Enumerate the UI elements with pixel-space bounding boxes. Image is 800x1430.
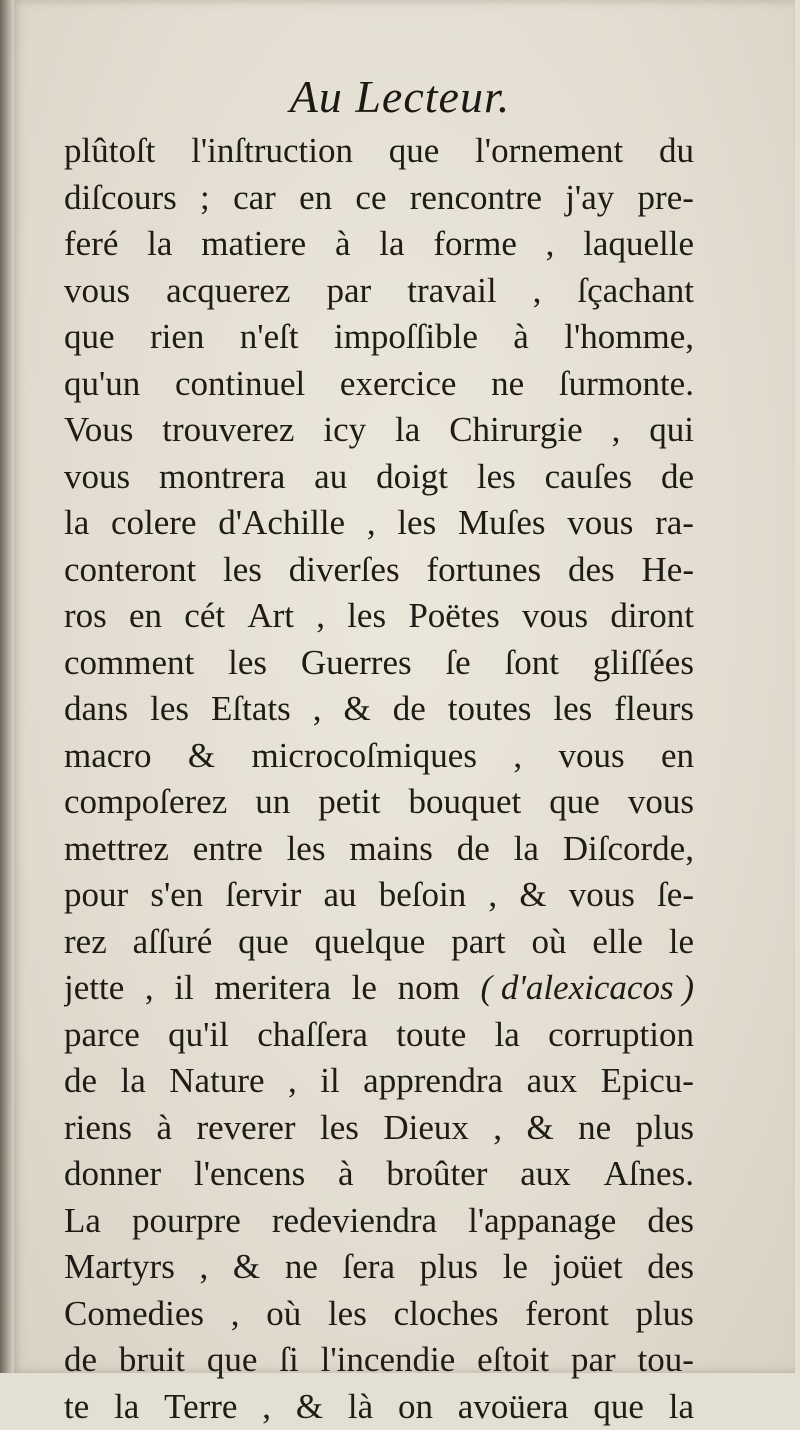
body-text bbox=[64, 128, 694, 1430]
text-word: corruption bbox=[548, 1012, 694, 1059]
text-word: j'ay bbox=[565, 175, 614, 222]
text-word: , bbox=[367, 500, 376, 547]
text-word: microcoſmiques bbox=[251, 733, 477, 780]
text-line bbox=[64, 268, 694, 315]
text-line bbox=[64, 1151, 694, 1198]
text-word: ſera bbox=[343, 1244, 395, 1291]
text-word: colere bbox=[111, 500, 196, 547]
text-word: des bbox=[647, 1198, 694, 1245]
text-word: Art bbox=[247, 593, 294, 640]
text-word: conteront bbox=[64, 547, 196, 594]
text-word: , bbox=[316, 593, 325, 640]
text-word: broûter bbox=[386, 1151, 487, 1198]
text-word: cauſes bbox=[545, 454, 632, 501]
text-word: Aſnes. bbox=[604, 1151, 694, 1198]
text-word: que bbox=[593, 1384, 644, 1430]
text-word: rez bbox=[64, 919, 107, 966]
text-word: de bbox=[64, 1337, 97, 1384]
text-word: à bbox=[338, 1151, 354, 1198]
text-word: à bbox=[335, 221, 351, 268]
text-word: & bbox=[188, 733, 215, 780]
text-word: travail bbox=[407, 268, 496, 315]
text-word: chaſſera bbox=[257, 1012, 368, 1059]
text-word: car bbox=[233, 175, 276, 222]
text-word: aux bbox=[527, 1058, 578, 1105]
text-word: gliſſées bbox=[593, 640, 694, 687]
text-word: Poëtes bbox=[408, 593, 499, 640]
text-word: Diſcorde, bbox=[563, 826, 694, 873]
text-word: à bbox=[156, 1105, 172, 1152]
text-word: il bbox=[320, 1058, 339, 1105]
text-word: de bbox=[661, 454, 694, 501]
text-word: ſervir bbox=[226, 872, 302, 919]
text-word: apprendra bbox=[363, 1058, 503, 1105]
text-word: n'eſt bbox=[240, 314, 299, 361]
text-word: vous bbox=[567, 500, 633, 547]
text-word: bruit bbox=[119, 1337, 185, 1384]
text-word: vous bbox=[558, 733, 624, 780]
text-word: l'inſtruction bbox=[191, 128, 353, 175]
text-line bbox=[64, 407, 694, 454]
text-word: & bbox=[526, 1105, 553, 1152]
text-word: ne bbox=[578, 1105, 611, 1152]
text-word: beſoin bbox=[379, 872, 466, 919]
text-word: que bbox=[238, 919, 289, 966]
text-word: cloches bbox=[394, 1291, 499, 1338]
text-word: la bbox=[64, 500, 89, 547]
text-word: pre- bbox=[638, 175, 694, 222]
text-word: l'incendie bbox=[321, 1337, 456, 1384]
text-word: tou- bbox=[638, 1337, 694, 1384]
text-word: joüet bbox=[553, 1244, 623, 1291]
text-line bbox=[64, 686, 694, 733]
text-word: rien bbox=[150, 314, 204, 361]
text-word: vous bbox=[628, 779, 694, 826]
text-word: en bbox=[299, 175, 332, 222]
text-word: les bbox=[328, 1291, 367, 1338]
text-word: , bbox=[612, 407, 621, 454]
text-word: forme bbox=[433, 221, 517, 268]
text-word: nom bbox=[398, 965, 460, 1012]
text-line bbox=[64, 1058, 694, 1105]
text-word: la bbox=[147, 221, 172, 268]
text-word: , bbox=[546, 221, 555, 268]
text-word: un bbox=[255, 779, 290, 826]
text-line bbox=[64, 1384, 694, 1430]
text-word: Terre bbox=[164, 1384, 237, 1430]
text-word: bouquet bbox=[409, 779, 522, 826]
text-word: part bbox=[451, 919, 505, 966]
text-word: diront bbox=[610, 593, 694, 640]
text-word: le bbox=[352, 965, 377, 1012]
text-word: qu'un bbox=[64, 361, 140, 408]
text-word: avoüera bbox=[458, 1384, 569, 1430]
text-word: Eſtats bbox=[211, 686, 291, 733]
text-line bbox=[64, 965, 694, 1012]
text-word: l'encens bbox=[194, 1151, 305, 1198]
text-word: diſcours bbox=[64, 175, 177, 222]
text-word: l'homme, bbox=[564, 314, 694, 361]
text-word: ſe- bbox=[657, 872, 694, 919]
text-word: de bbox=[64, 1058, 97, 1105]
text-word: ros bbox=[64, 593, 107, 640]
text-word: , bbox=[288, 1058, 297, 1105]
text-word: plus bbox=[636, 1291, 694, 1338]
text-line bbox=[64, 314, 694, 361]
text-word: montrera bbox=[159, 454, 285, 501]
text-word: petit bbox=[318, 779, 380, 826]
text-word: l'ornement bbox=[475, 128, 623, 175]
text-word: , bbox=[313, 686, 322, 733]
text-word: Dieux bbox=[383, 1105, 469, 1152]
text-word: l'appanage bbox=[468, 1198, 616, 1245]
text-line bbox=[64, 1244, 694, 1291]
text-word: jette bbox=[64, 965, 124, 1012]
text-word: où bbox=[531, 919, 566, 966]
text-word: la bbox=[121, 1058, 146, 1105]
text-word: He- bbox=[642, 547, 694, 594]
text-word: trouverez bbox=[162, 407, 294, 454]
text-word: & bbox=[344, 686, 371, 733]
text-word: la bbox=[395, 407, 420, 454]
text-word: fortunes bbox=[426, 547, 541, 594]
text-word: où bbox=[266, 1291, 301, 1338]
text-word: aux bbox=[520, 1151, 571, 1198]
text-word: macro bbox=[64, 733, 151, 780]
text-word: des bbox=[568, 547, 615, 594]
text-word: ce bbox=[355, 175, 386, 222]
text-word: qui bbox=[649, 407, 694, 454]
text-word: matiere bbox=[201, 221, 306, 268]
text-word: entre bbox=[193, 826, 263, 873]
text-word: ( d'alexicacos ) bbox=[480, 965, 694, 1012]
text-word: & bbox=[296, 1384, 323, 1430]
text-line bbox=[64, 1105, 694, 1152]
text-word: Muſes bbox=[458, 500, 546, 547]
text-word: les bbox=[320, 1105, 359, 1152]
text-word: plûtoſt bbox=[64, 128, 155, 175]
text-word: les bbox=[228, 640, 267, 687]
text-word: les bbox=[397, 500, 436, 547]
text-word: ſe bbox=[445, 640, 470, 687]
text-word: plus bbox=[636, 1105, 694, 1152]
text-word: , bbox=[145, 965, 154, 1012]
text-line bbox=[64, 593, 694, 640]
text-word: la bbox=[495, 1012, 520, 1059]
text-word: que bbox=[64, 314, 115, 361]
text-line bbox=[64, 128, 694, 175]
text-word: exercice bbox=[340, 361, 457, 408]
text-word: ra- bbox=[655, 500, 694, 547]
text-word: à bbox=[513, 314, 529, 361]
text-word: aſſuré bbox=[133, 919, 213, 966]
text-line bbox=[64, 640, 694, 687]
text-word: compoſerez bbox=[64, 779, 227, 826]
text-word: parce bbox=[64, 1012, 140, 1059]
text-word: te bbox=[64, 1384, 89, 1430]
text-word: La bbox=[64, 1198, 101, 1245]
text-line bbox=[64, 826, 694, 873]
text-line bbox=[64, 454, 694, 501]
text-word: les bbox=[347, 593, 386, 640]
text-word: là bbox=[348, 1384, 373, 1430]
text-word: eſtoit bbox=[477, 1337, 549, 1384]
text-word: meritera bbox=[214, 965, 331, 1012]
text-word: vous bbox=[569, 872, 635, 919]
text-word: laquelle bbox=[583, 221, 694, 268]
text-word: ſi bbox=[279, 1337, 298, 1384]
text-word: icy bbox=[323, 407, 366, 454]
text-word: comment bbox=[64, 640, 194, 687]
text-word: diverſes bbox=[289, 547, 400, 594]
text-word: donner bbox=[64, 1151, 161, 1198]
text-word: toute bbox=[396, 1012, 466, 1059]
text-word: Nature bbox=[169, 1058, 264, 1105]
text-word: quelque bbox=[315, 919, 426, 966]
text-line bbox=[64, 547, 694, 594]
running-header: Au Lecteur. bbox=[0, 70, 800, 123]
text-word: , bbox=[488, 872, 497, 919]
text-line bbox=[64, 872, 694, 919]
text-word: les bbox=[150, 686, 189, 733]
text-word: la bbox=[379, 221, 404, 268]
text-word: ſçachant bbox=[577, 268, 694, 315]
text-word: Guerres bbox=[301, 640, 412, 687]
text-word: impoſſible bbox=[334, 314, 478, 361]
text-word: ne bbox=[491, 361, 524, 408]
text-word: les bbox=[287, 826, 326, 873]
text-word: plus bbox=[420, 1244, 478, 1291]
text-word: Vous bbox=[64, 407, 133, 454]
text-word: que bbox=[549, 779, 600, 826]
text-word: la bbox=[514, 826, 539, 873]
text-word: vous bbox=[64, 268, 130, 315]
text-word: on bbox=[398, 1384, 433, 1430]
text-word: redeviendra bbox=[272, 1198, 437, 1245]
text-word: il bbox=[174, 965, 193, 1012]
text-word: ſont bbox=[505, 640, 559, 687]
text-word: mains bbox=[349, 826, 433, 873]
text-word: & bbox=[519, 872, 546, 919]
text-word: en bbox=[661, 733, 694, 780]
text-word: qu'il bbox=[168, 1012, 229, 1059]
text-word: , bbox=[231, 1291, 240, 1338]
text-word: Epicu- bbox=[601, 1058, 694, 1105]
text-word: des bbox=[647, 1244, 694, 1291]
text-word: feré bbox=[64, 221, 118, 268]
text-word: le bbox=[503, 1244, 528, 1291]
text-word: ſurmonte. bbox=[559, 361, 694, 408]
text-line bbox=[64, 500, 694, 547]
text-word: la bbox=[669, 1384, 694, 1430]
text-word: elle bbox=[592, 919, 643, 966]
text-word: la bbox=[114, 1384, 139, 1430]
text-word: pour bbox=[64, 872, 128, 919]
text-line bbox=[64, 1337, 694, 1384]
text-word: Martyrs bbox=[64, 1244, 175, 1291]
text-word: Chirurgie bbox=[449, 407, 583, 454]
text-word: , bbox=[199, 1244, 208, 1291]
text-word: que bbox=[389, 128, 440, 175]
text-line bbox=[64, 175, 694, 222]
text-word: Comedies bbox=[64, 1291, 204, 1338]
text-word: au bbox=[314, 454, 347, 501]
text-word: par bbox=[571, 1337, 616, 1384]
text-line bbox=[64, 221, 694, 268]
text-word: les bbox=[553, 686, 592, 733]
text-word: que bbox=[207, 1337, 258, 1384]
text-word: d'Achille bbox=[218, 500, 345, 547]
text-line bbox=[64, 1012, 694, 1059]
text-word: du bbox=[659, 128, 694, 175]
text-word: continuel bbox=[175, 361, 305, 408]
text-word: ; bbox=[200, 175, 210, 222]
text-line bbox=[64, 1198, 694, 1245]
text-word: & bbox=[233, 1244, 260, 1291]
text-word: acquerez bbox=[166, 268, 290, 315]
text-word: de bbox=[457, 826, 490, 873]
text-word: ne bbox=[285, 1244, 318, 1291]
text-line bbox=[64, 361, 694, 408]
text-word: le bbox=[669, 919, 694, 966]
text-line bbox=[64, 733, 694, 780]
book-spine bbox=[0, 0, 14, 1373]
text-word: les bbox=[477, 454, 516, 501]
text-word: en bbox=[129, 593, 162, 640]
text-word: de bbox=[393, 686, 426, 733]
text-word: au bbox=[323, 872, 356, 919]
text-word: fleurs bbox=[614, 686, 694, 733]
text-word: pourpre bbox=[132, 1198, 241, 1245]
text-word: s'en bbox=[150, 872, 203, 919]
text-word: vous bbox=[522, 593, 588, 640]
text-word: cét bbox=[184, 593, 225, 640]
text-word: rencontre bbox=[410, 175, 542, 222]
text-word: dans bbox=[64, 686, 128, 733]
text-word: doigt bbox=[376, 454, 448, 501]
text-word: les bbox=[223, 547, 262, 594]
text-word: feront bbox=[525, 1291, 609, 1338]
text-word: par bbox=[327, 268, 372, 315]
text-word: vous bbox=[64, 454, 130, 501]
text-word: mettrez bbox=[64, 826, 169, 873]
text-word: , bbox=[493, 1105, 502, 1152]
text-word: toutes bbox=[448, 686, 532, 733]
text-word: , bbox=[262, 1384, 271, 1430]
text-word: riens bbox=[64, 1105, 132, 1152]
text-word: , bbox=[513, 733, 522, 780]
text-line bbox=[64, 919, 694, 966]
text-line bbox=[64, 1291, 694, 1338]
text-line bbox=[64, 779, 694, 826]
text-word: reverer bbox=[196, 1105, 295, 1152]
text-word: , bbox=[533, 268, 542, 315]
